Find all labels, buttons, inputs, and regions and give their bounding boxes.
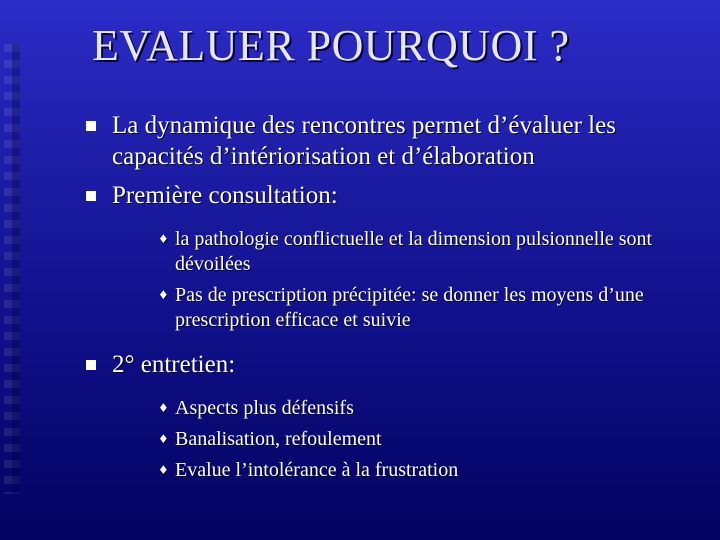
bullet-item-3 (82, 349, 692, 380)
diamond-bullet-icon: ♦ (158, 288, 169, 302)
sub-bullet-text: Banalisation, refoulement (175, 428, 382, 450)
sub-bullet-item (82, 396, 692, 421)
slide-body (82, 110, 692, 483)
diamond-bullet-icon: ♦ (158, 463, 169, 477)
diamond-bullet-icon: ♦ (158, 401, 169, 415)
sub-bullet-item (82, 427, 692, 452)
bullet-item-1 (82, 110, 692, 172)
bullet-text: 2° entretien: (112, 351, 236, 378)
diamond-bullet-icon: ♦ (158, 232, 169, 246)
sub-bullet-text: Pas de prescription précipitée: se donner les moyens d’une prescription efficace et suivie (175, 284, 644, 331)
bullet-text: La dynamique des rencontres permet d’évaluer les capacités d’intériorisation et d’élaboration (112, 112, 616, 170)
square-bullet-icon (86, 121, 96, 131)
sub-bullet-text: la pathologie conflictuelle et la dimension pulsionnelle sont dévoilées (175, 228, 653, 275)
slide-title: EVALUER POURQUOI ? (92, 21, 570, 70)
decorative-side-strip (4, 44, 20, 494)
square-bullet-icon (86, 360, 96, 370)
sub-bullet-text: Aspects plus défensifs (175, 397, 354, 419)
sub-bullet-item (82, 227, 692, 277)
diamond-bullet-icon: ♦ (158, 432, 169, 446)
bullet-text: Première consultation: (112, 182, 338, 209)
bullet-item-2 (82, 180, 692, 211)
square-bullet-icon (86, 191, 96, 201)
sub-bullet-item (82, 283, 692, 333)
sub-bullet-text: Evalue l’intolérance à la frustration (175, 459, 459, 481)
sub-bullet-item (82, 458, 692, 483)
